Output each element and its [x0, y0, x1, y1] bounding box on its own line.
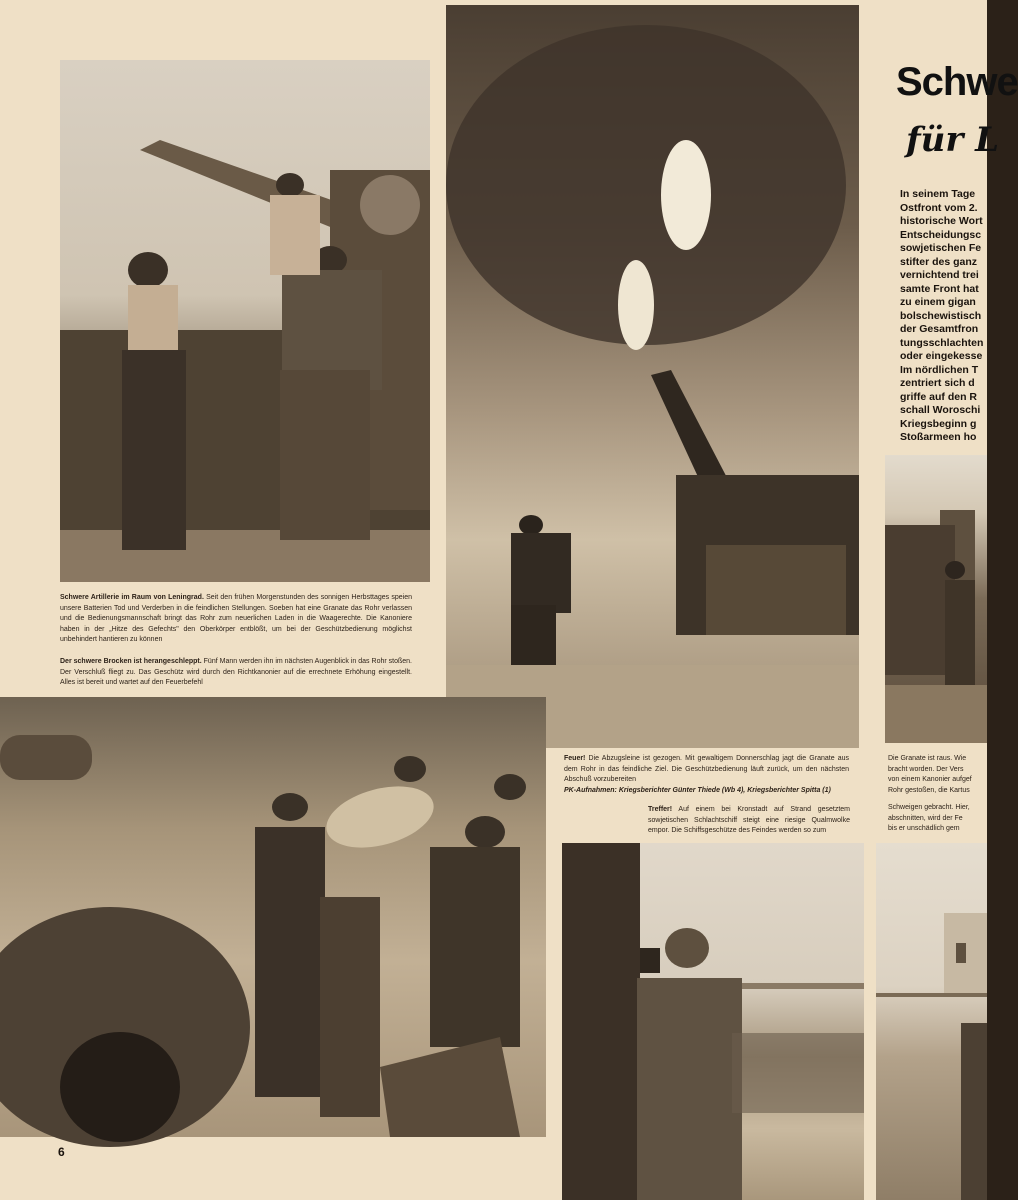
article-line: stifter des ganz	[900, 255, 978, 268]
right-caption-line: bis er unschädlich gem	[888, 825, 960, 832]
right-caption-grenade	[888, 754, 987, 796]
photo-credit-spitta: Kriegsberichter Spitta (1)	[747, 786, 831, 794]
article-line: In seinem Tage	[900, 188, 976, 200]
right-caption-line: abschnitten, wird der Fe	[888, 814, 963, 822]
article-line: zu einem gigan	[900, 296, 976, 308]
caption-heavy-artillery-lead: Schwere Artillerie im Raum von Leningrad.	[60, 594, 204, 601]
article-line: Kriegsbeginn g	[900, 417, 977, 430]
article-line: bolschewistisch	[900, 309, 982, 322]
article-subhead: für L	[906, 120, 1000, 160]
loading-shell-illustration	[0, 697, 546, 1137]
right-caption-silence	[888, 803, 987, 835]
article-line: Ostfront vom 2.	[900, 201, 978, 214]
article-line: Im nördlichen T	[900, 363, 979, 376]
photo-gun-crew-leningrad	[60, 60, 430, 582]
caption-heavy-artillery-text: Seit den frühen Morgenstunden des sonnigen Herbsttages speien unsere Batterien Tod und Verderben in die feindlichen Stellungen. Soeben hat eine Granate das Rohr verlassen und die Bedienungsmannschaft bringt das Rohr zum neuerlichen Laden in die Waagerechte. Die Kanoniere haben in der „Hitze des Gefechts" den Oberkörper entblößt, um bei der Geschützbedienung möglichst unbehindert hantieren zu können	[60, 594, 412, 643]
observer-illustration	[562, 843, 864, 1200]
firing-gun-illustration	[446, 5, 859, 748]
caption-heavy-shell-text: Fünf Mann werden ihn im nächsten Augenblick in das Rohr stoßen. Der Verschluß fliegt zu. Das Geschütz wird durch den Richtkanonier auf die errechnete Erhöhung eingestellt. Alles ist bereit und wartet auf den Feuerbefehl	[60, 658, 412, 686]
right-caption-line: Die Granate ist raus. Wie	[888, 755, 967, 762]
article-line: vernichtend trei	[900, 269, 979, 281]
caption-hit-text: Auf einem bei Kronstadt auf Strand gesetztem sowjetischen Schlachtschiff steigt eine riesige Qualmwolke empor. Die Schiffsgeschütze des Feindes werden so zum	[648, 806, 850, 834]
article-line: tungsschlachten	[900, 336, 984, 349]
caption-hit-lead: Treffer!	[648, 806, 673, 813]
caption-fire-lead: Feuer!	[564, 755, 586, 762]
photo-partial-building-right	[876, 843, 987, 1200]
photo-loading-shell	[0, 697, 546, 1137]
article-line: zentriert sich d	[900, 377, 975, 389]
photo-credit-thiede: Kriegsberichter Günter Thiede (Wb 4),	[618, 786, 746, 794]
article-line: Stoßarmeen ho	[900, 431, 977, 443]
caption-hit	[648, 805, 850, 837]
article-line: der Gesamtfron	[900, 323, 979, 335]
right-caption-line: von einem Kanonier aufgef	[888, 776, 972, 783]
photo-gun-firing	[446, 5, 859, 748]
building-illustration	[876, 843, 987, 1200]
article-line: historische Wort	[900, 215, 983, 227]
photo-credit-label: PK-Aufnahmen:	[564, 786, 617, 794]
article-line: Entscheidungsc	[900, 228, 982, 241]
page-number: 6	[58, 1145, 65, 1159]
right-caption-line: bracht worden. Der Vers	[888, 765, 964, 773]
caption-fire	[564, 754, 849, 796]
article-line: samte Front hat	[900, 282, 979, 295]
right-caption-line: Rohr gestoßen, die Kartus	[888, 786, 970, 794]
photo-partial-gun-right	[885, 455, 987, 743]
gun-crew-illustration	[60, 60, 430, 582]
article-line: oder eingekesse	[900, 350, 983, 362]
article-line: griffe auf den R	[900, 390, 978, 403]
right-caption-line: Schweigen gebracht. Hier,	[888, 804, 970, 811]
article-headline: Schwe	[896, 60, 1018, 104]
caption-fire-text: Die Abzugsleine ist gezogen. Mit gewaltigem Donnerschlag jagt die Granate aus dem Rohr in das feindliche Ziel. Die Geschützbedienung läuft zurück, um den nächsten Abschuß vorzubereiten	[564, 755, 849, 783]
caption-heavy-shell-lead: Der schwere Brocken ist herangeschleppt.	[60, 658, 202, 665]
article-line: sowjetischen Fe	[900, 242, 982, 254]
article-line: schall Woroschi	[900, 404, 981, 416]
partial-gun-illustration	[885, 455, 987, 743]
article-body	[900, 188, 990, 445]
caption-heavy-shell	[60, 657, 412, 689]
photo-observer-with-binoculars	[562, 843, 864, 1200]
caption-heavy-artillery	[60, 593, 412, 646]
